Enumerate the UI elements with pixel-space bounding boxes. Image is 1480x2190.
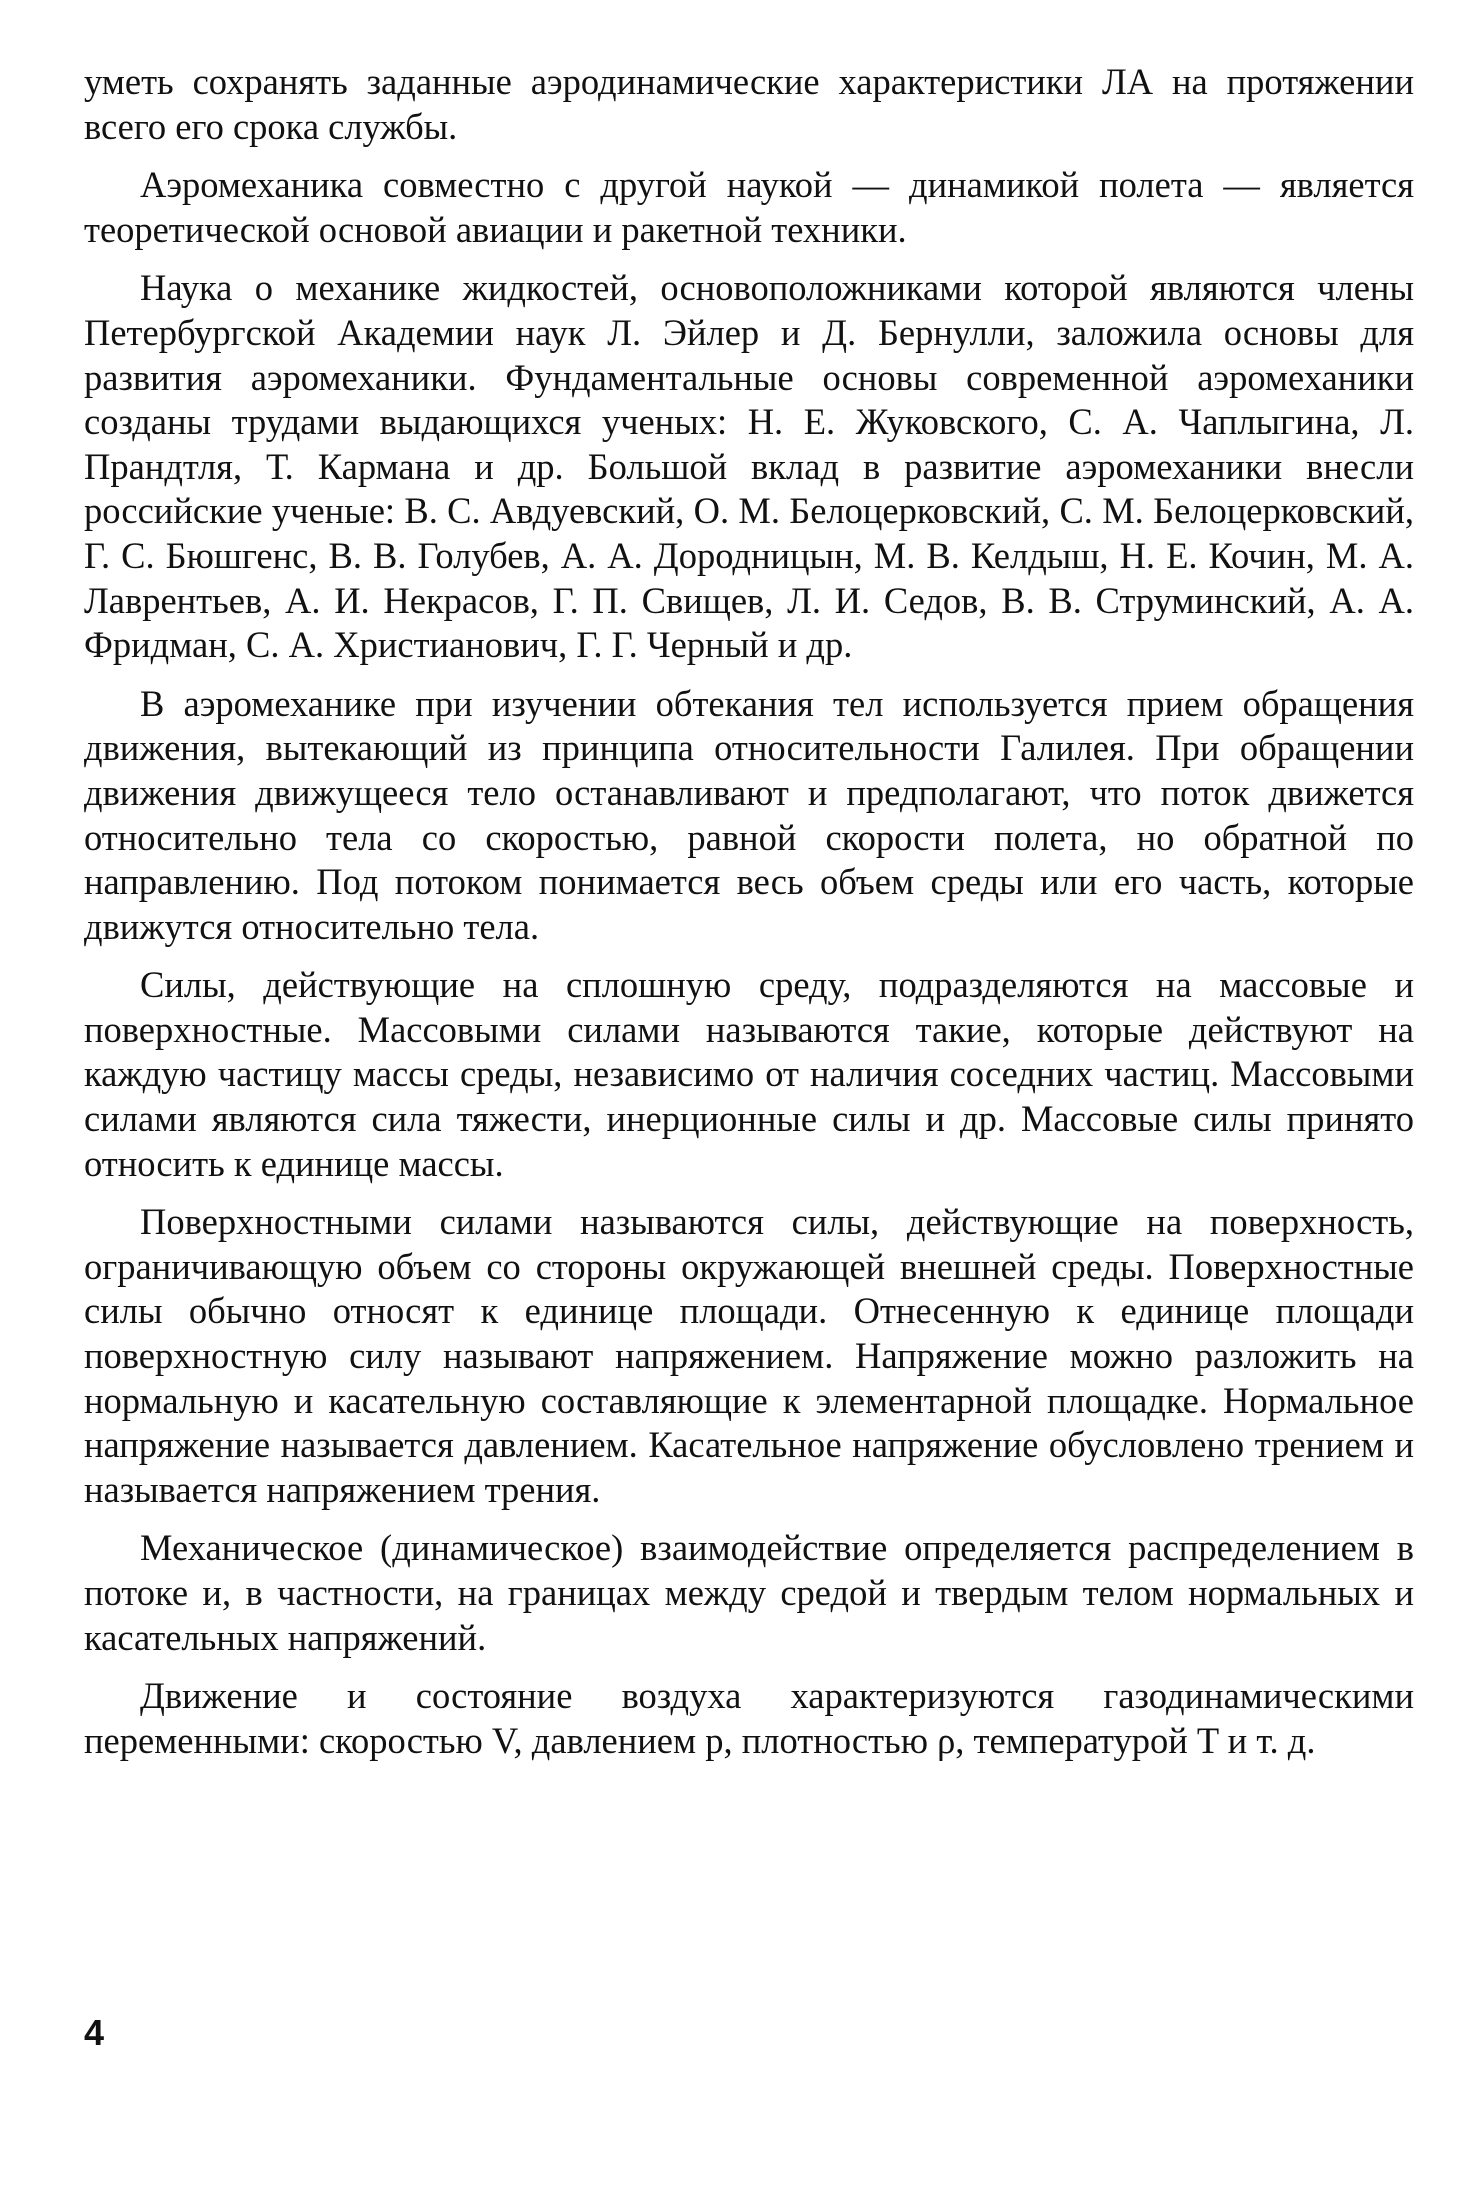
paragraph-6: Поверхностными силами называются силы, действующие на поверхность, ограничивающую объем со стороны окружающей внешней среды. Поверхностные силы обычно относят к единице площади. Отнесенную к единице площади поверхностную силу называют напряжением. Напряжение можно разложить на нормальную и касательную составляющие к элементарной площадке. Нормальное напряжение называется давлением. Касательное напряжение обусловлено трением и называется напряжением трения. — [84, 1201, 1414, 1510]
paragraph-1: уметь сохранять заданные аэродинамические характеристики ЛА на протяжении всего его срока службы. — [84, 61, 1414, 147]
paragraph-8: Движение и состояние воздуха характеризуются газодинамическими переменными: скоростью V, давлением p, плотностью ρ, температурой T и т. д. — [84, 1675, 1414, 1761]
paragraph-5: Силы, действующие на сплошную среду, подразделяются на массовые и поверхностные. Массовыми силами называются такие, которые действуют на каждую частицу массы среды, независимо от наличия соседних частиц. Массовыми силами являются сила тяжести, инерционные силы и др. Массовые силы принято относить к единице массы. — [84, 964, 1414, 1184]
paragraph-3: Наука о механике жидкостей, основоположниками которой являются члены Петербургской Академии наук Л. Эйлер и Д. Бернулли, заложила основы для развития аэромеханики. Фундаментальные основы современной аэромеханики созданы трудами выдающихся ученых: Н. Е. Жуковского, С. А. Чаплыгина, Л. Прандтля, Т. Кармана и др. Большой вклад в развитие аэромеханики внесли российские ученые: В. С. Авдуевский, О. М. Белоцерковский, С. М. Белоцерковский, Г. С. Бюшгенс, В. В. Голубев, А. А. Дородницын, М. В. Келдыш, Н. Е. Кочин, М. А. Лаврентьев, А. И. Некрасов, Г. П. Свищев, Л. И. Седов, В. В. Струминский, А. А. Фридман, С. А. Христианович, Г. Г. Черный и др. — [84, 267, 1414, 666]
page-body — [84, 60, 1414, 1777]
page-number: 4 — [84, 2012, 105, 2053]
paragraph-2: Аэромеханика совместно с другой наукой — динамикой полета — является теоретической основой авиации и ракетной техники. — [84, 164, 1414, 250]
paragraph-4: В аэромеханике при изучении обтекания тел используется прием обращения движения, вытекающий из принципа относительности Галилея. При обращении движения движущееся тело останавливают и предполагают, что поток движется относительно тела со скоростью, равной скорости полета, но обратной по направлению. Под потоком понимается весь объем среды или его часть, которые движутся относительно тела. — [84, 682, 1414, 947]
paragraph-7: Механическое (динамическое) взаимодействие определяется распределением в потоке и, в частности, на границах между средой и твердым телом нормальных и касательных напряжений. — [84, 1527, 1414, 1658]
